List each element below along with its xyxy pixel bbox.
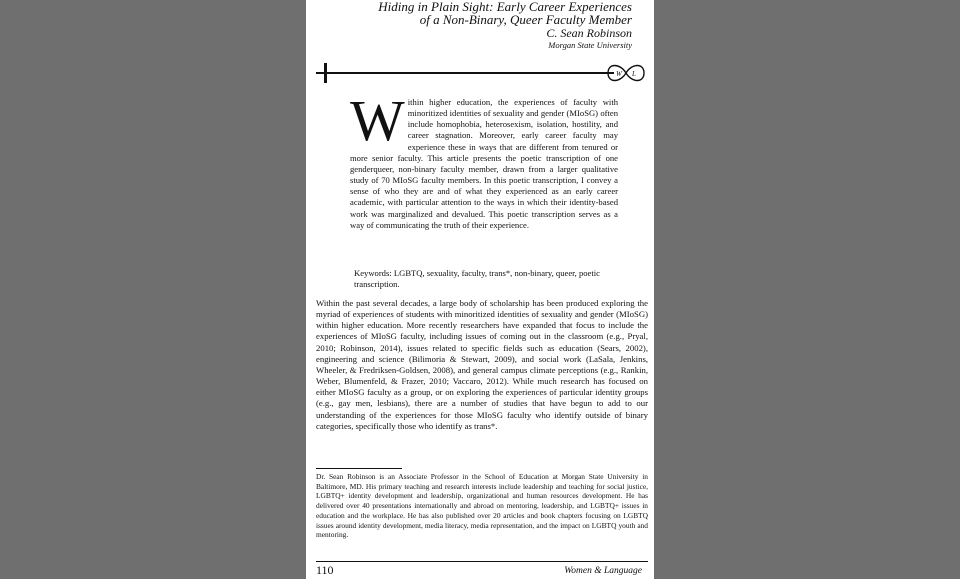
svg-text:W: W: [616, 70, 622, 78]
author-footnote: Dr. Sean Robinson is an Associate Professor in the School of Education at Morgan State University in Baltimore, MD. His primary teaching and research interests include leadership and teaching for social justice, LGBTQ+ identity development and leadership, organizational and human resources development. He has delivered over 40 presentations internationally and abroad on mentoring, leadership, and LGBTQ+ issues in education and the workplace. He has also published over 20 articles and book chapters focusing on LGBTQ issues around identity development, media literacy, media representation, and the impact on LGBTQ youth and mentoring.: [316, 472, 648, 540]
divider-cross-tick: [324, 63, 327, 83]
body-paragraph: Within the past several decades, a large body of scholarship has been produced exploring the myriad of experiences of students with minoritized identities of sexuality and gender (MIoSG) within higher education. More recently researchers have expanded that focus to include the experiences of MIoSG faculty, including issues of coming out in the classroom (e.g., Pryal, 2010; Robinson, 2014), issues related to specific fields such as education (Sears, 2002), engineering and science (Bilimoria & Stewart, 2009), and social work (LaSala, Jenkins, Wheeler, & Fredriksen-Goldsen, 2008), and general campus climate perceptions (e.g., Rankin, Weber, Blumenfeld, & Frazer, 2010; Vaccaro, 2012). While much research has focused on either MIoSG faculty as a group, or on exploring the experiences of particular identity groups (e.g., gay men, lesbians), there are a number of studies that have begun to add to our understanding of the experiences for those MIoSG faculty who identify outside of binary categories, specifically those who identify as trans*.: [316, 298, 648, 431]
journal-page: [306, 0, 654, 579]
page-number: 110: [316, 563, 334, 577]
footer-rule: [316, 561, 648, 562]
footnote-separator: [316, 468, 402, 469]
journal-logo-icon: [606, 62, 646, 84]
decorative-divider: [316, 62, 646, 84]
journal-name: Women & Language: [564, 566, 642, 576]
author-affiliation: Morgan State University: [548, 40, 632, 50]
divider-line: [316, 72, 614, 74]
article-title-line-2: of a Non-Binary, Queer Faculty Member: [419, 12, 632, 27]
author-name: C. Sean Robinson: [546, 26, 632, 40]
drop-cap: W: [350, 88, 405, 153]
article-title-line-1: Hiding in Plain Sight: Early Career Experiences: [378, 0, 632, 14]
article-header: [378, 0, 632, 51]
abstract-text: ithin higher education, the experiences of faculty with minoritized identities of sexuality and gender (MIoSG) often include homophobia, heterosexism, isolation, hostility, and career stagnation. Moreover, early career faculty may experience these in ways that are different from tenured or more senior faculty. This article presents the poetic transcription of one genderqueer, non-binary faculty member, drawn from a larger qualitative study of 70 MIoSG faculty members. In this poetic transcription, I convey a sense of who they are and of what they experienced as an early career academic, with particular attention to the ways in which their identity-based work was marginalized and devalued. This poetic transcription serves as a way of communicating the truth of their experience.: [350, 97, 618, 230]
keywords: Keywords: LGBTQ, sexuality, faculty, trans*, non-binary, queer, poetic transcription.: [354, 268, 600, 290]
abstract: [350, 88, 618, 231]
svg-text:L: L: [632, 70, 636, 78]
